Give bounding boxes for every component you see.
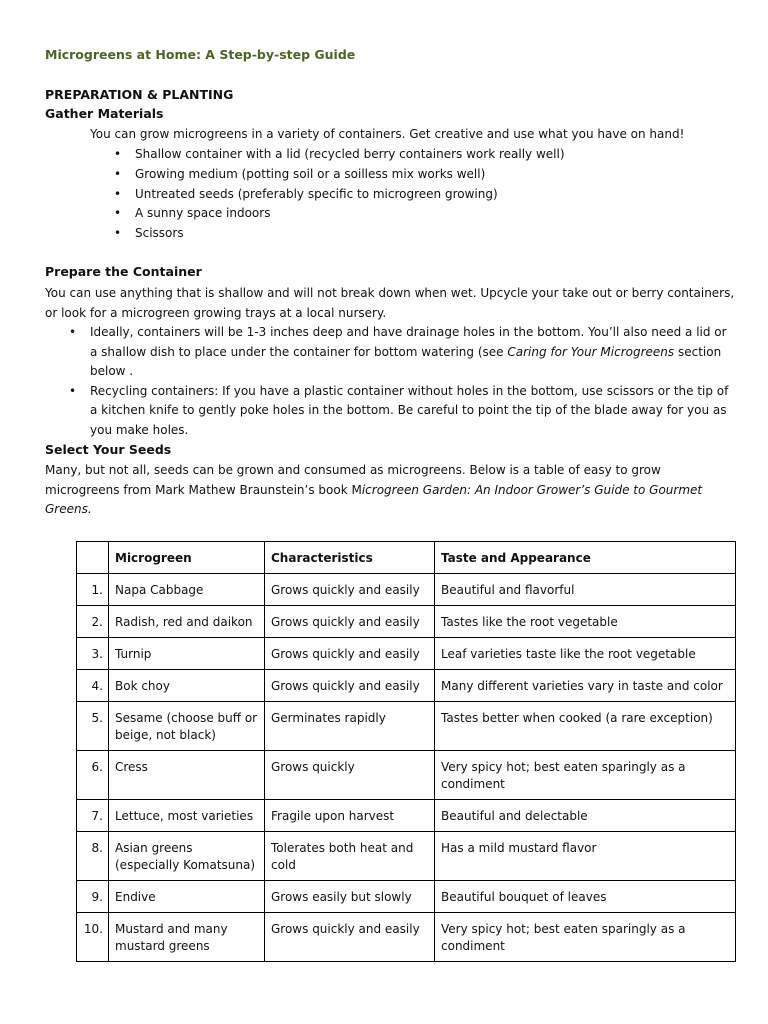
- header-characteristics: Characteristics: [265, 542, 435, 574]
- taste-cell: Beautiful and flavorful: [435, 574, 736, 606]
- characteristics-cell: Grows easily but slowly: [265, 881, 435, 913]
- row-number: 8.: [77, 832, 109, 881]
- taste-cell: Leaf varieties taste like the root vegetable: [435, 638, 736, 670]
- table-row: [77, 638, 736, 670]
- microgreen-cell: Napa Cabbage: [109, 574, 265, 606]
- table-row: [77, 606, 736, 638]
- tip-reference: Caring for Your Microgreens: [507, 344, 675, 359]
- characteristics-cell: Fragile upon harvest: [265, 800, 435, 832]
- microgreen-cell: Turnip: [109, 638, 265, 670]
- taste-cell: Very spicy hot; best eaten sparingly as a condiment: [435, 751, 736, 800]
- characteristics-cell: Grows quickly and easily: [265, 638, 435, 670]
- characteristics-cell: Grows quickly: [265, 751, 435, 800]
- row-number: 10.: [77, 913, 109, 962]
- microgreen-cell: Cress: [109, 751, 265, 800]
- microgreens-table: [76, 541, 736, 962]
- prepare-container-intro: You can use anything that is shallow and will not break down when wet. Upcycle your take out or berry containers, or look for a microgreen growing trays at a local nursery.: [45, 286, 735, 320]
- characteristics-cell: Grows quickly and easily: [265, 606, 435, 638]
- taste-cell: Has a mild mustard flavor: [435, 832, 736, 881]
- header-number: [77, 542, 109, 574]
- microgreen-cell: Radish, red and daikon: [109, 606, 265, 638]
- row-number: 6.: [77, 751, 109, 800]
- microgreen-cell: Sesame (choose buff or beige, not black): [109, 702, 265, 751]
- header-microgreen: Microgreen: [109, 542, 265, 574]
- row-number: 7.: [77, 800, 109, 832]
- taste-cell: Beautiful bouquet of leaves: [435, 881, 736, 913]
- microgreen-cell: Asian greens (especially Komatsuna): [109, 832, 265, 881]
- list-item: [65, 323, 735, 382]
- row-number: 1.: [77, 574, 109, 606]
- select-seeds-heading: Select Your Seeds: [45, 442, 172, 457]
- section-heading: PREPARATION & PLANTING: [45, 87, 234, 102]
- table-row: [77, 800, 736, 832]
- header-taste: Taste and Appearance: [435, 542, 736, 574]
- taste-cell: Tastes like the root vegetable: [435, 606, 736, 638]
- list-item: • A sunny space indoors: [110, 204, 565, 224]
- row-number: 3.: [77, 638, 109, 670]
- document-title: Microgreens at Home: A Step-by-step Guide: [45, 47, 356, 62]
- row-number: 9.: [77, 881, 109, 913]
- materials-list: [110, 145, 565, 244]
- table-row: [77, 751, 736, 800]
- table-row: [77, 702, 736, 751]
- characteristics-cell: Grows quickly and easily: [265, 913, 435, 962]
- taste-cell: Very spicy hot; best eaten sparingly as a condiment: [435, 913, 736, 962]
- list-item: • Shallow container with a lid (recycled berry containers work really well): [110, 145, 565, 165]
- row-number: 2.: [77, 606, 109, 638]
- prepare-container-heading: Prepare the Container: [45, 264, 202, 279]
- list-item: • Untreated seeds (preferably specific to microgreen growing): [110, 185, 565, 205]
- characteristics-cell: Grows quickly and easily: [265, 574, 435, 606]
- seeds-intro-text: Many, but not all, seeds can be grown and consumed as microgreens. Below is a table of easy to grow microgreens from Mark Mathew Braunstein’s book M: [45, 463, 661, 497]
- characteristics-cell: Grows quickly and easily: [265, 670, 435, 702]
- microgreen-cell: Mustard and many mustard greens: [109, 913, 265, 962]
- taste-cell: Beautiful and delectable: [435, 800, 736, 832]
- row-number: 4.: [77, 670, 109, 702]
- characteristics-cell: Germinates rapidly: [265, 702, 435, 751]
- list-item: • Scissors: [110, 224, 565, 244]
- taste-cell: Many different varieties vary in taste and color: [435, 670, 736, 702]
- table-header-row: [77, 542, 736, 574]
- select-seeds-intro: [45, 461, 735, 520]
- table-row: [77, 881, 736, 913]
- table-row: [77, 913, 736, 962]
- taste-cell: Tastes better when cooked (a rare exception): [435, 702, 736, 751]
- book-title: icrogreen Garden: An Indoor Grower’s Guide to Gourmet Greens.: [45, 482, 703, 517]
- list-item: • Recycling containers: If you have a plastic container without holes in the bottom, use scissors or the tip of a kitchen knife to gently poke holes in the bottom. Be careful to point the tip of the blade away for you as you make holes.: [65, 382, 735, 441]
- container-tips-list: [65, 323, 735, 441]
- tip-text-end: section below .: [90, 344, 722, 379]
- table-row: [77, 574, 736, 606]
- list-item: • Growing medium (potting soil or a soilless mix works well): [110, 165, 565, 185]
- microgreen-cell: Endive: [109, 881, 265, 913]
- table-row: [77, 670, 736, 702]
- tip-text: Ideally, containers will be 1-3 inches deep and have drainage holes in the bottom. You’ll also need a lid or a shallow dish to place under the container for bottom watering (see: [90, 325, 727, 359]
- characteristics-cell: Tolerates both heat and cold: [265, 832, 435, 881]
- row-number: 5.: [77, 702, 109, 751]
- gather-materials-intro: You can grow microgreens in a variety of containers. Get creative and use what you have on hand!: [90, 127, 685, 141]
- gather-materials-heading: Gather Materials: [45, 106, 164, 121]
- table-row: [77, 832, 736, 881]
- microgreen-cell: Lettuce, most varieties: [109, 800, 265, 832]
- microgreen-cell: Bok choy: [109, 670, 265, 702]
